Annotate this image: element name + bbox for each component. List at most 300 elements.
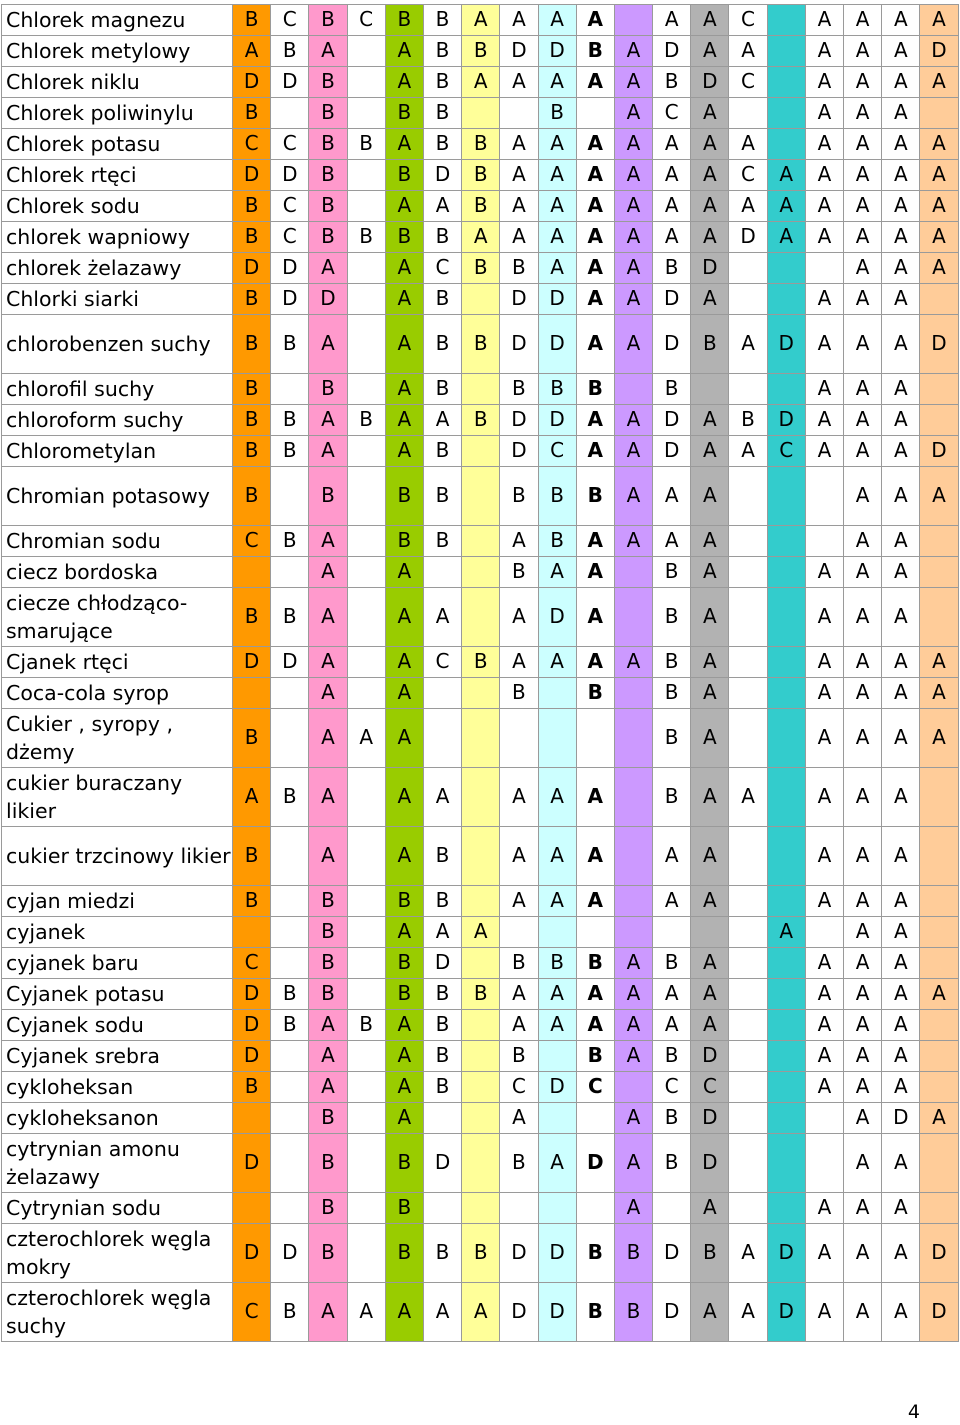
resistance-cell [347,768,385,827]
resistance-cell [538,678,576,709]
resistance-cell: A [500,647,538,678]
resistance-cell [614,709,652,768]
resistance-cell [271,1193,309,1224]
resistance-cell: A [805,36,843,67]
resistance-cell: A [385,315,423,374]
resistance-cell: A [920,253,958,284]
resistance-cell: A [844,160,882,191]
chemical-name: cyjanek baru [2,948,233,979]
resistance-cell: D [767,1224,805,1283]
resistance-cell [347,886,385,917]
table-row [2,374,959,405]
resistance-cell [462,436,500,467]
resistance-cell [805,1103,843,1134]
resistance-cell: A [882,129,920,160]
resistance-cell [614,917,652,948]
resistance-cell: B [423,436,461,467]
resistance-cell [462,588,500,647]
resistance-cell: A [691,709,729,768]
resistance-cell: B [233,1072,271,1103]
resistance-cell: A [691,467,729,526]
resistance-cell: A [882,1072,920,1103]
resistance-cell: A [500,191,538,222]
resistance-cell [347,678,385,709]
resistance-cell: D [271,1224,309,1283]
resistance-cell: B [347,222,385,253]
resistance-cell: A [882,678,920,709]
resistance-cell [271,557,309,588]
table-row [2,315,959,374]
resistance-cell: A [309,36,347,67]
resistance-cell: B [423,129,461,160]
table-row [2,768,959,827]
resistance-cell: D [691,1103,729,1134]
resistance-cell: B [271,405,309,436]
resistance-cell: B [385,979,423,1010]
resistance-cell: D [423,1134,461,1193]
resistance-cell: B [500,253,538,284]
resistance-cell: B [233,827,271,886]
resistance-cell: A [385,557,423,588]
resistance-cell: C [729,5,767,36]
resistance-cell: B [309,467,347,526]
resistance-cell [729,253,767,284]
resistance-cell: B [500,557,538,588]
resistance-cell: D [233,160,271,191]
resistance-cell: A [462,222,500,253]
resistance-cell: A [653,827,691,886]
resistance-cell: A [538,647,576,678]
resistance-cell: A [614,191,652,222]
resistance-cell [347,374,385,405]
resistance-cell: B [653,374,691,405]
resistance-cell: D [271,647,309,678]
resistance-cell [614,886,652,917]
resistance-cell: A [691,526,729,557]
chemical-name: cytrynian amonu żelazawy [2,1134,233,1193]
resistance-cell [920,526,958,557]
resistance-cell [729,1072,767,1103]
resistance-cell: A [882,315,920,374]
resistance-cell [347,1193,385,1224]
resistance-cell [614,827,652,886]
resistance-cell: A [882,768,920,827]
resistance-cell [271,374,309,405]
resistance-cell: C [347,5,385,36]
resistance-cell: A [805,678,843,709]
resistance-cell: B [691,1224,729,1283]
table-row [2,98,959,129]
resistance-cell: B [423,886,461,917]
resistance-cell: B [233,222,271,253]
resistance-cell [462,886,500,917]
resistance-cell: A [653,979,691,1010]
resistance-cell: A [309,1041,347,1072]
resistance-cell: A [691,1283,729,1342]
resistance-cell: A [805,588,843,647]
resistance-cell: A [538,160,576,191]
resistance-cell: D [271,160,309,191]
resistance-cell: A [844,1041,882,1072]
resistance-cell: D [233,1010,271,1041]
resistance-cell: B [233,374,271,405]
resistance-cell: D [691,253,729,284]
resistance-cell [920,948,958,979]
resistance-cell [767,588,805,647]
resistance-cell: A [538,222,576,253]
chemical-name: cukier buraczany likier [2,768,233,827]
resistance-cell: A [691,979,729,1010]
resistance-cell: D [233,253,271,284]
resistance-cell: A [920,467,958,526]
resistance-cell: A [691,284,729,315]
resistance-cell [347,647,385,678]
resistance-cell: A [614,647,652,678]
resistance-cell: D [691,67,729,98]
resistance-cell: A [729,315,767,374]
resistance-cell: D [920,36,958,67]
resistance-cell: B [423,5,461,36]
resistance-cell: A [614,1010,652,1041]
resistance-cell: D [653,1224,691,1283]
resistance-cell: B [653,709,691,768]
chemical-name: chlorek żelazawy [2,253,233,284]
resistance-cell: A [500,768,538,827]
resistance-cell: A [729,1224,767,1283]
resistance-cell: B [423,1010,461,1041]
resistance-cell [347,436,385,467]
resistance-cell: A [576,588,614,647]
resistance-cell [500,917,538,948]
resistance-cell: A [805,1041,843,1072]
resistance-cell: A [805,284,843,315]
resistance-cell: A [882,5,920,36]
resistance-cell: D [920,315,958,374]
resistance-cell: B [271,588,309,647]
resistance-cell [233,1193,271,1224]
resistance-cell: A [691,678,729,709]
resistance-cell: D [920,1283,958,1342]
resistance-cell: A [385,67,423,98]
resistance-cell: A [691,647,729,678]
chemical-name: Cjanek rtęci [2,647,233,678]
resistance-cell [538,709,576,768]
resistance-cell: A [844,917,882,948]
resistance-cell [653,1193,691,1224]
resistance-cell: A [805,98,843,129]
resistance-cell: A [576,557,614,588]
resistance-cell: A [691,98,729,129]
resistance-cell: B [500,374,538,405]
resistance-cell: B [233,191,271,222]
resistance-cell: B [271,1010,309,1041]
resistance-cell [538,1041,576,1072]
resistance-cell: B [385,1134,423,1193]
resistance-cell: B [462,979,500,1010]
resistance-cell: A [729,129,767,160]
resistance-cell: A [882,1283,920,1342]
resistance-cell: A [920,979,958,1010]
table-row [2,917,959,948]
resistance-cell: B [233,588,271,647]
resistance-cell: C [271,129,309,160]
resistance-cell: C [729,67,767,98]
chemical-name: Chlorek potasu [2,129,233,160]
resistance-cell: B [309,5,347,36]
resistance-cell [767,5,805,36]
resistance-cell: B [309,160,347,191]
resistance-cell [614,678,652,709]
resistance-cell: A [538,129,576,160]
resistance-cell: A [844,588,882,647]
resistance-cell: B [653,557,691,588]
resistance-cell: A [309,768,347,827]
resistance-cell: D [233,1224,271,1283]
resistance-cell: D [538,1283,576,1342]
resistance-cell [462,948,500,979]
resistance-cell: B [385,1193,423,1224]
resistance-cell: A [538,979,576,1010]
resistance-cell: B [423,1224,461,1283]
resistance-cell [500,98,538,129]
resistance-cell: A [882,1193,920,1224]
resistance-cell: A [691,129,729,160]
resistance-cell: B [385,5,423,36]
chemical-name: cyjan miedzi [2,886,233,917]
resistance-cell: D [233,1134,271,1193]
resistance-cell [347,1224,385,1283]
resistance-cell: A [882,405,920,436]
table-row [2,1103,959,1134]
resistance-cell: B [385,1224,423,1283]
resistance-cell: A [614,526,652,557]
resistance-cell: A [729,1283,767,1342]
resistance-cell: B [233,5,271,36]
resistance-cell: B [576,1283,614,1342]
resistance-cell [767,948,805,979]
table-row [2,467,959,526]
resistance-cell: A [576,315,614,374]
resistance-cell: A [309,588,347,647]
resistance-cell: A [844,1134,882,1193]
resistance-cell [920,917,958,948]
resistance-cell: A [576,979,614,1010]
resistance-cell: A [691,1193,729,1224]
resistance-cell: B [462,160,500,191]
resistance-cell: A [882,191,920,222]
resistance-cell: D [500,284,538,315]
resistance-cell: A [614,405,652,436]
resistance-cell [576,98,614,129]
resistance-cell: A [691,948,729,979]
resistance-cell: B [347,1010,385,1041]
resistance-cell: A [805,647,843,678]
resistance-cell [233,917,271,948]
chemical-name: cyjanek [2,917,233,948]
chemical-name: Chlorek metylowy [2,36,233,67]
resistance-cell: A [500,129,538,160]
resistance-cell: A [576,5,614,36]
resistance-cell [347,979,385,1010]
resistance-cell: A [576,827,614,886]
resistance-cell: B [462,191,500,222]
resistance-cell: A [691,588,729,647]
resistance-cell: A [576,253,614,284]
resistance-cell: A [462,1283,500,1342]
resistance-cell [767,1134,805,1193]
resistance-cell: A [309,678,347,709]
resistance-cell: B [233,284,271,315]
resistance-cell: D [538,36,576,67]
resistance-cell: B [309,979,347,1010]
resistance-cell: B [423,827,461,886]
resistance-cell: D [500,1283,538,1342]
resistance-cell: B [653,678,691,709]
chemical-name: Chlorometylan [2,436,233,467]
resistance-cell [729,886,767,917]
resistance-cell [347,827,385,886]
resistance-cell: A [691,405,729,436]
resistance-cell: B [500,948,538,979]
resistance-cell: A [385,191,423,222]
resistance-cell: A [576,191,614,222]
resistance-cell: A [538,768,576,827]
resistance-cell: A [882,917,920,948]
chemical-name: ciecze chłodząco-smarujące [2,588,233,647]
resistance-cell [271,467,309,526]
resistance-cell [805,253,843,284]
resistance-cell: A [385,1041,423,1072]
resistance-cell: D [767,1283,805,1342]
resistance-cell: A [729,768,767,827]
resistance-cell: A [691,827,729,886]
resistance-cell: B [423,315,461,374]
resistance-cell: D [538,284,576,315]
resistance-cell: D [500,405,538,436]
resistance-cell: A [309,827,347,886]
resistance-cell [462,284,500,315]
resistance-cell: C [576,1072,614,1103]
resistance-cell: A [844,647,882,678]
resistance-cell [920,588,958,647]
resistance-cell [767,979,805,1010]
resistance-cell: B [233,98,271,129]
resistance-cell: A [233,768,271,827]
resistance-cell: A [576,222,614,253]
resistance-cell: A [653,1010,691,1041]
resistance-cell: A [500,5,538,36]
resistance-cell: A [882,436,920,467]
resistance-cell: A [614,315,652,374]
resistance-cell: A [805,436,843,467]
resistance-cell: B [271,36,309,67]
resistance-cell [576,917,614,948]
resistance-cell: C [233,948,271,979]
resistance-cell [423,1193,461,1224]
resistance-cell: A [462,917,500,948]
resistance-cell: B [462,129,500,160]
resistance-cell: A [691,436,729,467]
resistance-cell [347,67,385,98]
table-row [2,160,959,191]
resistance-cell: B [423,1041,461,1072]
resistance-cell [920,557,958,588]
resistance-cell [462,374,500,405]
resistance-cell: D [767,315,805,374]
resistance-cell [767,129,805,160]
resistance-cell: A [538,1010,576,1041]
resistance-cell: A [805,1193,843,1224]
table-row [2,5,959,36]
resistance-cell: A [538,886,576,917]
resistance-cell: C [233,526,271,557]
resistance-cell [767,1041,805,1072]
resistance-cell [729,1103,767,1134]
resistance-cell: B [309,129,347,160]
resistance-cell: B [233,405,271,436]
chemical-name: ciecz bordoska [2,557,233,588]
chemical-resistance-table [1,4,959,1342]
resistance-cell [500,1193,538,1224]
resistance-cell [767,557,805,588]
resistance-cell [691,917,729,948]
resistance-cell: B [538,526,576,557]
resistance-cell: D [423,160,461,191]
resistance-cell: A [538,67,576,98]
resistance-cell: A [614,36,652,67]
resistance-cell: B [462,253,500,284]
resistance-cell: A [805,191,843,222]
resistance-cell: A [882,160,920,191]
resistance-cell: B [309,67,347,98]
table-row [2,191,959,222]
resistance-cell [347,1072,385,1103]
resistance-cell: D [271,253,309,284]
resistance-cell [805,526,843,557]
resistance-cell [767,467,805,526]
resistance-cell: B [423,979,461,1010]
resistance-cell [347,284,385,315]
resistance-cell: A [576,129,614,160]
resistance-cell: A [614,284,652,315]
resistance-cell: B [691,315,729,374]
resistance-cell: D [271,67,309,98]
resistance-cell: B [653,588,691,647]
resistance-cell: A [844,827,882,886]
resistance-cell: D [538,1224,576,1283]
resistance-cell: D [576,1134,614,1193]
resistance-cell: A [920,222,958,253]
resistance-cell: A [500,979,538,1010]
resistance-cell: A [309,647,347,678]
resistance-cell: A [767,191,805,222]
resistance-cell: B [653,1103,691,1134]
resistance-cell [920,374,958,405]
resistance-cell: B [576,1041,614,1072]
resistance-cell: A [576,67,614,98]
resistance-cell: A [385,678,423,709]
resistance-cell: D [767,405,805,436]
resistance-cell [271,709,309,768]
table-row [2,222,959,253]
resistance-cell [767,768,805,827]
resistance-cell: A [309,526,347,557]
resistance-cell: B [385,467,423,526]
chemical-name: Chromian potasowy [2,467,233,526]
table-row [2,1010,959,1041]
chemical-name: Chlorek magnezu [2,5,233,36]
resistance-cell: D [500,315,538,374]
